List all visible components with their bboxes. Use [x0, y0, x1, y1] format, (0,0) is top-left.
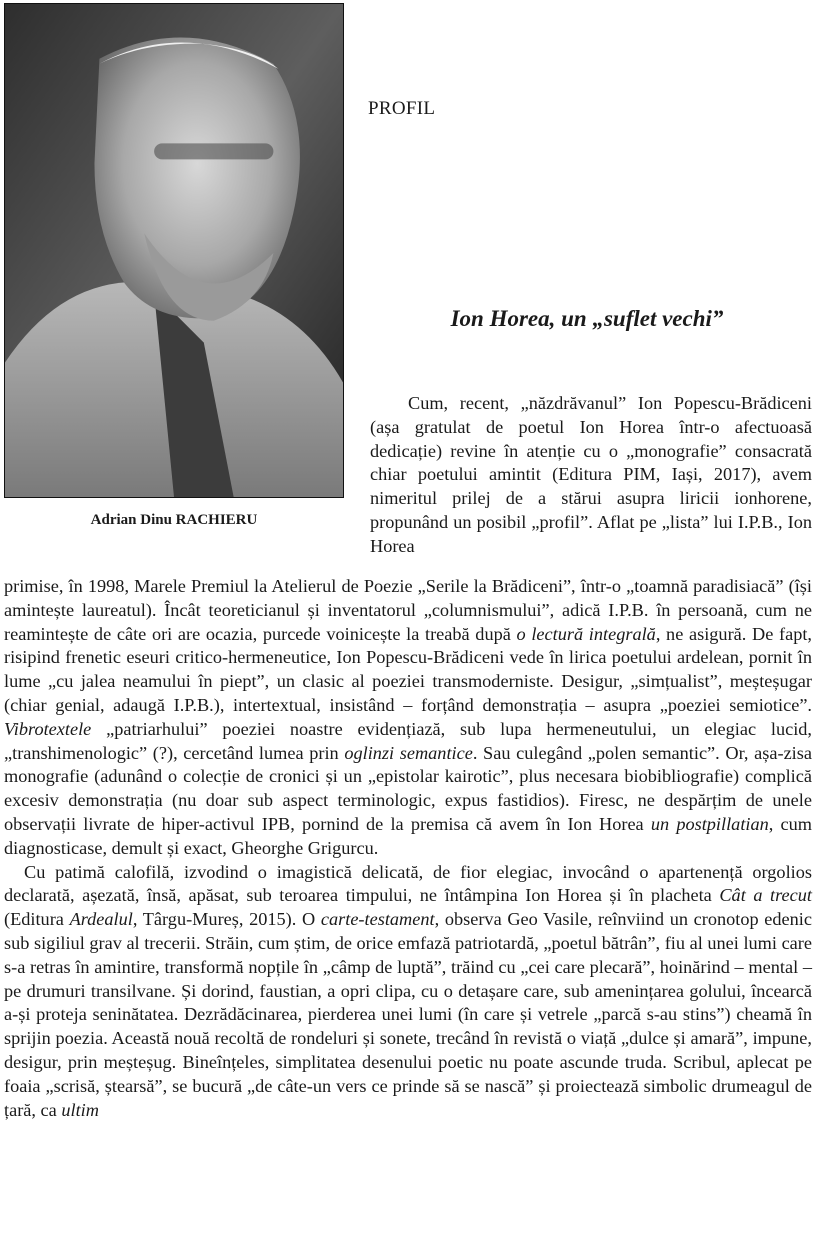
- article-title: Ion Horea, un „suflet vechi”: [450, 306, 724, 331]
- body-paragraph-2: Cu patimă calofilă, izvodind o imagistică delicată, de fior elegiac, invocând o apartenență orgolios declarată, așezată, însă, apăsat, sub teroarea timpului, ne întâmpina Ion Horea și în placheta Cât a trecut (Editura Ardealul, Târgu-Mureș, 2015). O carte-testament, observa Geo Vasile, reînviind un cronotop edenic sub sigiliul grav al trecerii. Străin, cum știm, de orice emfază patriotardă, „poetul bătrân”, fiu al unei lumi care s-a retras în amintire, transformă nopțile în „câmp de luptă”, trăind cu „cei care plecară”, hoinărind – mental – pe drumuri transilvane. Și dorind, faustian, a opri clipa, cu o detașare care, sub amenințarea golului, încearcă a-și proteja seninătatea. Dezrădăcinarea, pierderea unei lumi (în care și vetrele „parcă s-au stins”) cheamă în sprijin poezia. Această nouă recoltă de rondeluri și sonete, trecând în revistă o viață „dulce și amară”, impune, desigur, prin meșteșug. Bineînțeles, simplitatea desenului poetic nu poate ascunde truda. Scribul, aplecat pe foaia „scrisă, ștearsă”, se bucură „de câte-un vers ce prinde să se nască” și proiectează simbolic drumeagul de țară, ca ultim: [4, 861, 812, 1120]
- author-portrait-photo: [4, 3, 344, 498]
- section-label: PROFIL: [368, 98, 436, 119]
- intro-paragraph: Cum, recent, „năzdrăvanul” Ion Popescu-Brădiceni (așa gratulat de poetul Ion Horea într-o afectuoasă dedicație) revine în atenție cu o „monografie” consacrată chiar poetului amintit (Editura PIM, Iași, 2017), avem nimeritul prilej de a stărui asupra liricii ionhorene, propunând un posibil „profil”. Aflat pe „lista” lui I.P.B., Ion Horea: [370, 393, 812, 556]
- intro-column: [370, 392, 812, 559]
- article-body: [4, 575, 812, 1122]
- author-caption: Adrian Dinu RACHIERU: [90, 512, 258, 528]
- portrait-image: [5, 4, 343, 497]
- body-paragraph-1: primise, în 1998, Marele Premiul la Atelierul de Poezie „Serile la Brădiceni”, într-o „toamnă paradisiacă” (își amintește laureatul). Încât teoreticianul și inventatorul „columnismului”, adică I.P.B. în persoană, cum ne reamintește de câte ori are ocazia, purcede voinicește la treabă după o lectură integrală, ne asigură. De fapt, risipind frenetic eseuri critico-hermeneutice, Ion Popescu-Brădiceni vede în lirica poetului ardelean, pornit în lume „cu jalea neamului în piept”, un clasic al poeziei transmoderniste. Desigur, „simțualist”, meșteșugar (chiar genial, adaugă I.P.B.), intertextual, insistând – forțând demonstrația – asupra „poeziei semiotice”. Vibrotextele „patriarhului” poeziei noastre evidențiază, sub lupa hermeneutului, un elegiac lucid, „transhimenologic” (?), cercetând lumea prin oglinzi semantice. Sau culegând „polen semantic”. Or, așa-zisa monografie (adunând o colecție de cronici și un „epistolar kairotic”, plus necesara biobibliografie) complică excesiv demonstrația (nu doar sub aspect terminologic, expus fastidios). Firesc, ne despărțim de unele observații livrate de hiper-activul IPB, pornind de la premisa că avem în Ion Horea un postpillatian, cum diagnosticase, demult și exact, Gheorghe Grigurcu.: [4, 576, 812, 858]
